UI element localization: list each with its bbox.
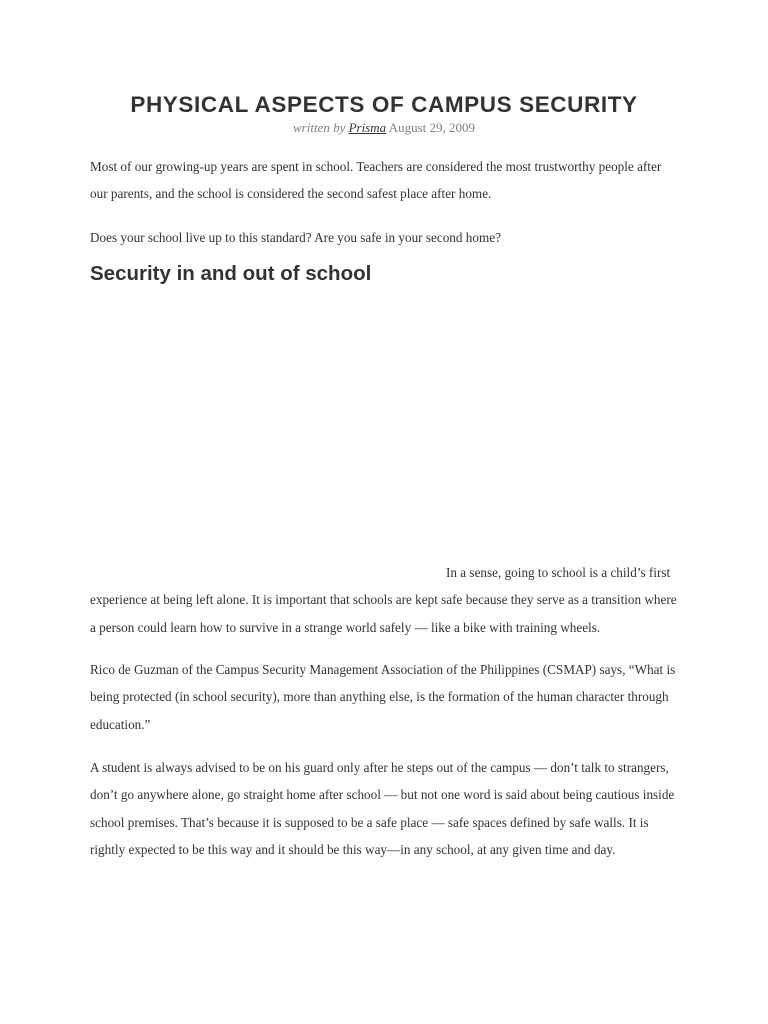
- section-paragraph-3: A student is always advised to be on his guard only after he steps out of the campus — don’t talk to strangers, don’t go anywhere alone, go straight home after school — but not one word is said about being cautious inside school premises. That’s because it is supposed to be a safe place — safe spaces defined by safe walls. It is rightly expected to be this way and it should be this way—in any school, at any given time and day.: [90, 760, 675, 857]
- section-heading: Security in and out of school: [90, 262, 372, 285]
- intro-paragraph-2: Does your school live up to this standard? Are you safe in your second home?: [90, 230, 501, 245]
- blank-image-area: [90, 300, 680, 555]
- byline-date: August 29, 2009: [388, 120, 476, 135]
- intro-paragraph-1: Most of our growing-up years are spent in school. Teachers are considered the most trustworthy people after our parents, and the school is considered the second safest place after home.: [90, 159, 662, 202]
- byline-prefix: written by: [292, 120, 346, 135]
- section-paragraph-2: Rico de Guzman of the Campus Security Management Association of the Philippines (CSMAP) says, “What is being protected (in school security), more than anything else, is the formation of the human character through education.”: [90, 662, 676, 732]
- article-title: PHYSICAL ASPECTS OF CAMPUS SECURITY: [130, 92, 638, 117]
- author-link[interactable]: Prisma: [348, 120, 387, 135]
- section-paragraph-1: [90, 559, 680, 641]
- section-paragraph-1-text: In a sense, going to school is a child’s first experience at being left alone. It is important that schools are kept safe because they serve as a transition where a person could learn how to survive in a strange world safely — like a bike with training wheels.: [90, 565, 677, 635]
- article-byline: [0, 120, 768, 136]
